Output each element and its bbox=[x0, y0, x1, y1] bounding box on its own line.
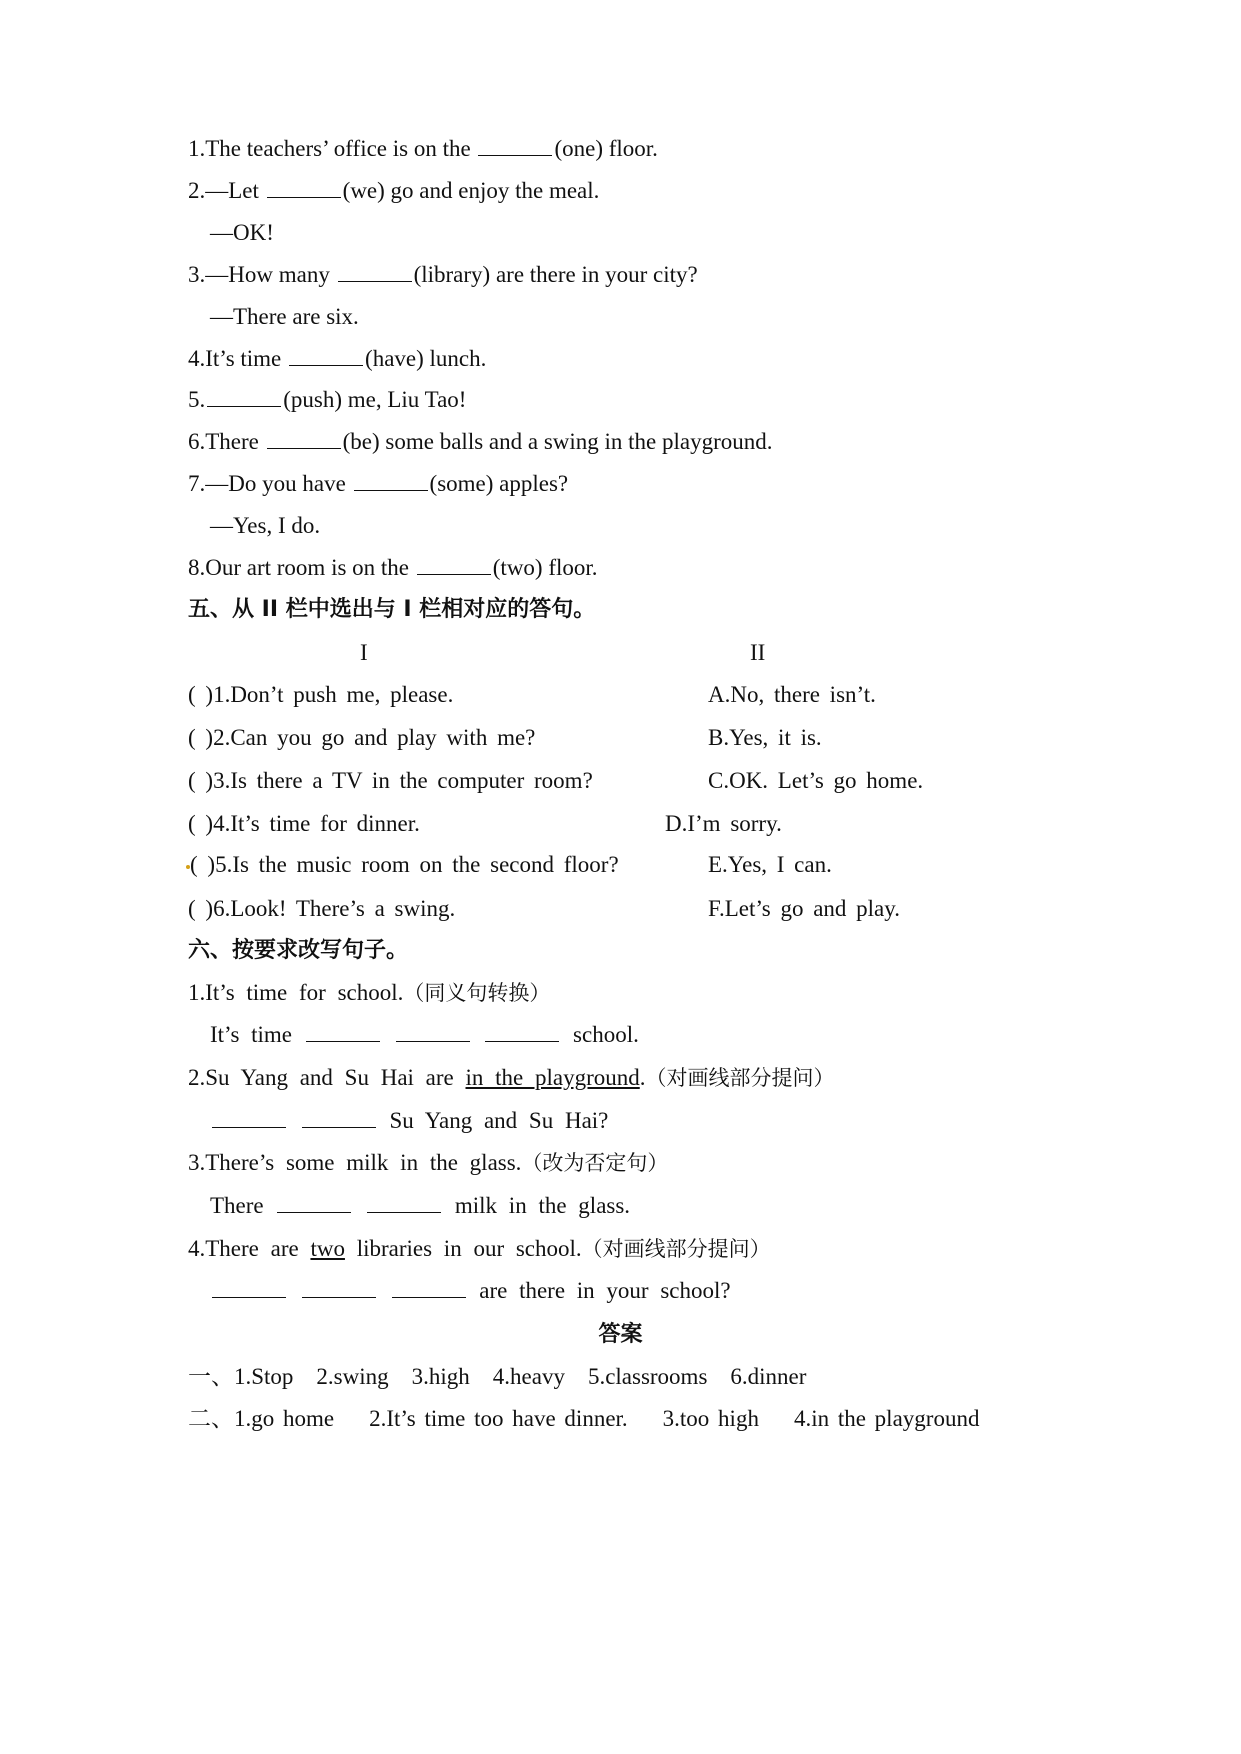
s6-q4 bbox=[188, 1234, 771, 1264]
answer-blank[interactable] bbox=[212, 1277, 286, 1298]
s6-q2-note: （对画线部分提问） bbox=[645, 1066, 835, 1090]
answer-blank[interactable] bbox=[212, 1107, 286, 1128]
s6-q1-answer-post: school. bbox=[573, 1022, 639, 1047]
s6-q2-underlined: in the playground bbox=[465, 1065, 640, 1090]
answer-blank[interactable] bbox=[302, 1107, 376, 1128]
s6-q2-text-pre: 2.Su Yang and Su Hai are bbox=[188, 1065, 454, 1090]
match-right-c: C.OK. Let’s go home. bbox=[708, 768, 924, 793]
match-right-a: A.No, there isn’t. bbox=[708, 682, 876, 707]
s4-item-2 bbox=[188, 176, 599, 206]
answer-blank[interactable] bbox=[267, 428, 341, 449]
answer-blank[interactable] bbox=[207, 386, 281, 407]
s6-q2-answer bbox=[210, 1106, 608, 1136]
column-ii-header: II bbox=[750, 640, 766, 665]
s4-item-5 bbox=[188, 385, 466, 415]
answer-blank[interactable] bbox=[478, 135, 552, 156]
answers-title: 答案 bbox=[598, 1322, 643, 1347]
match-left-5 bbox=[186, 850, 619, 880]
s4-item-7-post: (some) apples? bbox=[429, 471, 569, 496]
s4-item-1-pre: 1.The teachers’ office is on the bbox=[188, 136, 471, 161]
s6-q1-answer-pre: It’s time bbox=[210, 1022, 293, 1047]
section5-title: 五、从 II 栏中选出与 I 栏相对应的答句。 bbox=[188, 597, 596, 622]
s4-item-7-reply: —Yes, I do. bbox=[210, 513, 321, 538]
match-left-4: ( )4.It’s time for dinner. bbox=[188, 811, 420, 836]
match-right-f: F.Let’s go and play. bbox=[708, 896, 901, 921]
s4-item-2-pre: 2.—Let bbox=[188, 178, 259, 203]
s6-q2-text-post: . bbox=[639, 1065, 646, 1090]
match-left-3: ( )3.Is there a TV in the computer room? bbox=[188, 768, 593, 793]
answer-blank[interactable] bbox=[354, 470, 428, 491]
s6-q4-underlined: two bbox=[310, 1236, 345, 1261]
match-left-1: ( )1.Don’t push me, please. bbox=[188, 682, 454, 707]
answers-line-2: 二、1.go home 2.It’s time too have dinner. 3.too high 4.in the playground bbox=[188, 1406, 980, 1431]
s6-q3-note: （改为否定句） bbox=[521, 1151, 669, 1175]
answer-blank[interactable] bbox=[306, 1021, 380, 1042]
s4-item-8-pre: 8.Our art room is on the bbox=[188, 555, 410, 580]
match-right-d: D.I’m sorry. bbox=[665, 811, 782, 836]
s4-item-1-post: (one) floor. bbox=[554, 136, 658, 161]
s6-q1-text: 1.It’s time for school. bbox=[188, 980, 404, 1005]
s6-q4-text-pre: 4.There are bbox=[188, 1236, 299, 1261]
answer-blank[interactable] bbox=[267, 177, 341, 198]
s6-q4-note: （对画线部分提问） bbox=[581, 1237, 771, 1261]
s4-item-4-pre: 4.It’s time bbox=[188, 346, 282, 371]
s6-q3-answer bbox=[210, 1191, 630, 1221]
match-right-e: E.Yes, I can. bbox=[708, 852, 832, 877]
s4-item-5-post: (push) me, Liu Tao! bbox=[283, 387, 467, 412]
match-left-5-text: ( )5.Is the music room on the second floor? bbox=[190, 852, 619, 877]
answer-blank[interactable] bbox=[367, 1192, 441, 1213]
s4-item-1 bbox=[188, 134, 658, 164]
s6-q2 bbox=[188, 1063, 835, 1093]
s6-q1-answer bbox=[210, 1020, 639, 1050]
answer-blank[interactable] bbox=[338, 261, 412, 282]
answer-blank[interactable] bbox=[392, 1277, 466, 1298]
answer-blank[interactable] bbox=[289, 345, 363, 366]
answer-blank[interactable] bbox=[277, 1192, 351, 1213]
s4-item-4 bbox=[188, 344, 486, 374]
s4-item-6-pre: 6.There bbox=[188, 429, 259, 454]
s6-q3-answer-post: milk in the glass. bbox=[454, 1193, 631, 1218]
s4-item-8 bbox=[188, 553, 598, 583]
answer-blank[interactable] bbox=[302, 1277, 376, 1298]
s4-item-3-post: (library) are there in your city? bbox=[413, 262, 698, 287]
s4-item-2-reply: —OK! bbox=[210, 220, 274, 245]
section6-title: 六、按要求改写句子。 bbox=[188, 938, 409, 963]
s4-item-7-pre: 7.—Do you have bbox=[188, 471, 346, 496]
column-i-header: I bbox=[360, 640, 368, 665]
s6-q4-answer bbox=[210, 1276, 731, 1306]
s4-item-3-reply: —There are six. bbox=[210, 304, 359, 329]
s6-q2-answer-post: Su Yang and Su Hai? bbox=[389, 1108, 609, 1133]
s6-q3-answer-pre: There bbox=[210, 1193, 264, 1218]
match-left-2: ( )2.Can you go and play with me? bbox=[188, 725, 536, 750]
match-right-b: B.Yes, it is. bbox=[708, 725, 822, 750]
s4-item-2-post: (we) go and enjoy the meal. bbox=[342, 178, 600, 203]
s4-item-8-post: (two) floor. bbox=[492, 555, 598, 580]
s4-item-4-post: (have) lunch. bbox=[365, 346, 487, 371]
s6-q4-answer-post: are there in your school? bbox=[479, 1278, 731, 1303]
s4-item-3-pre: 3.—How many bbox=[188, 262, 330, 287]
s4-item-3 bbox=[188, 260, 698, 290]
answer-blank[interactable] bbox=[485, 1021, 559, 1042]
s4-item-5-pre: 5. bbox=[188, 387, 206, 412]
s4-item-6-post: (be) some balls and a swing in the playground. bbox=[342, 429, 773, 454]
answer-blank[interactable] bbox=[396, 1021, 470, 1042]
s4-item-6 bbox=[188, 427, 773, 457]
s6-q3 bbox=[188, 1148, 668, 1178]
answers-line-1: 一、1.Stop 2.swing 3.high 4.heavy 5.classrooms 6.dinner bbox=[188, 1364, 807, 1389]
s6-q3-text: 3.There’s some milk in the glass. bbox=[188, 1150, 522, 1175]
s6-q1 bbox=[188, 978, 550, 1008]
answer-blank[interactable] bbox=[417, 554, 491, 575]
s4-item-7 bbox=[188, 469, 568, 499]
s6-q1-note: （同义句转换） bbox=[403, 981, 551, 1005]
s6-q4-text-post: libraries in our school. bbox=[356, 1236, 582, 1261]
match-left-6: ( )6.Look! There’s a swing. bbox=[188, 896, 456, 921]
